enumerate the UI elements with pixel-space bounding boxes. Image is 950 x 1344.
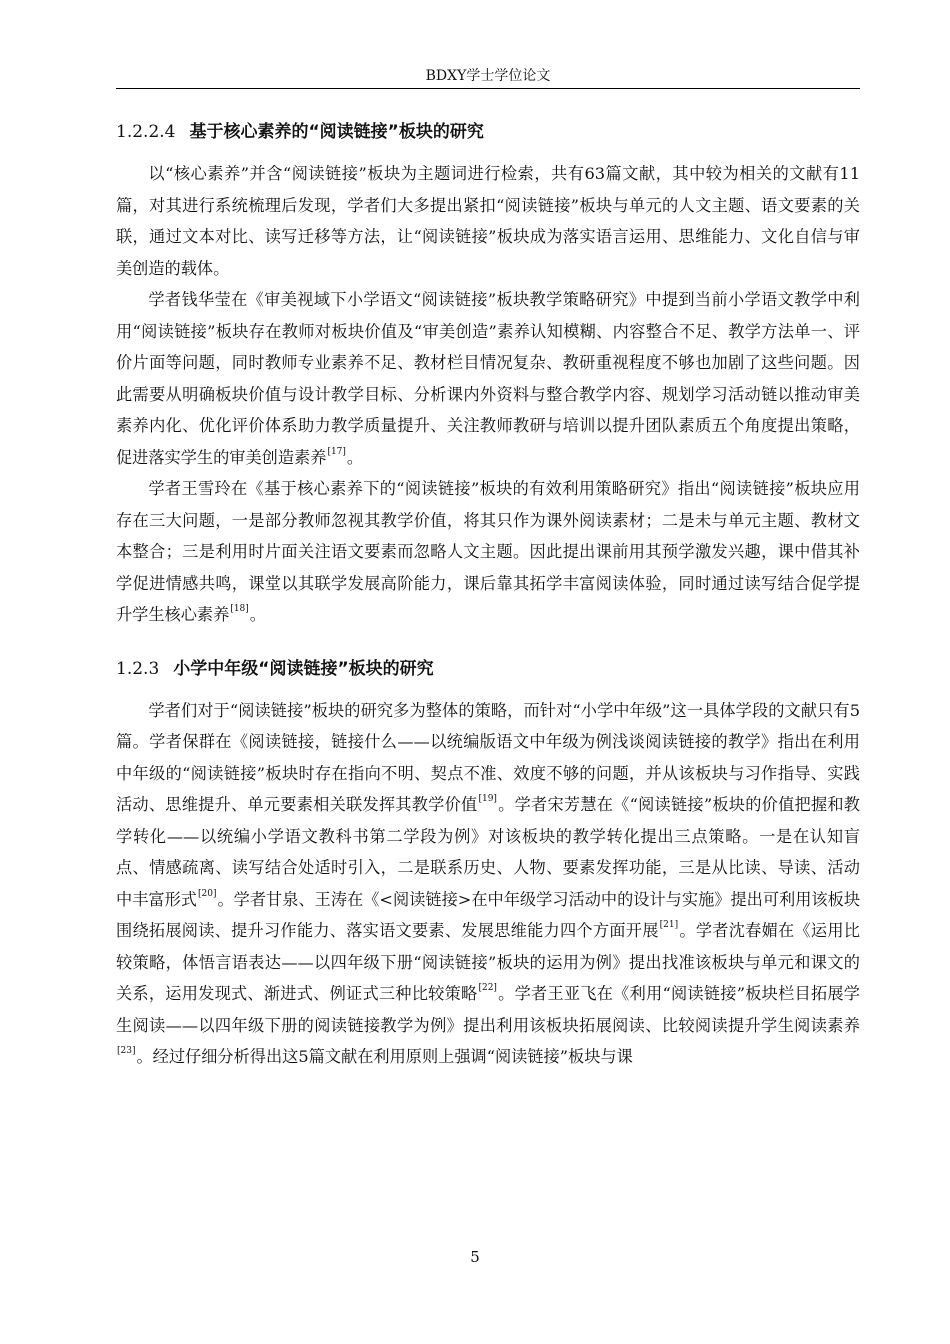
paragraph-text: 。学者宋芳慧在《“阅读链接”板块的价值把握和教学转化——以统编小学语文教科书第二学段为例》对该板块的教学转化提出三点策略。一是在认知盲点、情感疏离、读写结合处适时引入，二是联系历史、人物、要素发挥功能，三是从比读、导读、活动中丰富形式 [116, 795, 860, 909]
paragraph-text: 。学者甘泉、王涛在《<阅读链接>在中年级学习活动中的设计与实施》提出可利用该板块围绕拓展阅读、提升习作能力、落实语文要素、发展思维能力四个方面开展 [116, 889, 861, 940]
paragraph-text: 。学者沈春媚在《运用比较策略，体悟言语表达——以四年级下册“阅读链接”板块的运用为例》提出找准该板块与单元和课文的关系，运用发现式、渐进式、例证式三种比较策略 [116, 921, 861, 1003]
citation-ref: [19] [478, 794, 497, 804]
citation-ref: [23] [117, 1046, 136, 1056]
citation-ref: [21] [659, 920, 679, 930]
citation-ref: [17] [327, 446, 346, 457]
sentence-end: 。 [249, 605, 266, 624]
paragraph-text: 。经过仔细分析得出这5篇文献在利用原则上强调“阅读链接”板块与课 [136, 1047, 633, 1066]
paragraph-text: 学者王雪玲在《基于核心素养下的“阅读链接”板块的有效利用策略研究》指出“阅读链接”板块应用存在三大问题，一是部分教师忽视其教学价值，将其只作为课外阅读素材；二是未与单元主题、教材文本整合；三是利用时片面关注语文要素而忽略人文主题。因此提出课前用其预学激发兴趣，课中借其补学促进情感共鸣，课堂以其联学发展高阶能力，课后靠其拓学丰富阅读体验，同时通过读写结合促学提升学生核心素养 [116, 479, 860, 624]
paragraph-text: 学者钱华莹在《审美视域下小学语文“阅读链接”板块教学策略研究》中提到当前小学语文教学中利用“阅读链接”板块存在教师对板块价值及“审美创造”素养认知模糊、内容整合不足、教学方法单一、评价片面等问题，同时教师专业素养不足、教材栏目情况复杂、教研重视程度不够也加剧了这些问题。因此需要从明确板块价值与设计教学目标、分析课内外资料与整合教学内容、规划学习活动链以推动审美素养内化、优化评价体系助力教学质量提升、关注教师教研与培训以提升团队素质五个角度提出策略，促进落实学生的审美创造素养 [116, 290, 860, 467]
sentence-end: 。 [346, 447, 364, 467]
section-heading-1-2-2-4 [116, 118, 860, 146]
section-heading-1-2-3 [116, 655, 860, 683]
citation-ref: [18] [230, 604, 249, 614]
heading-text: 基于核心素养的“阅读链接”板块的研究 [189, 122, 484, 142]
heading-number: 1.2.2.4 [116, 122, 176, 142]
page-number: 5 [470, 1248, 480, 1266]
paragraph [116, 473, 860, 631]
heading-text: 小学中年级“阅读链接”板块的研究 [173, 658, 434, 679]
body-text [116, 118, 860, 1073]
paragraph-text: 。学者王亚飞在《利用“阅读链接”板块栏目拓展学生阅读——以四年级下册的阅读链接教学为例》提出利用该板块拓展阅读、比较阅读提升学生阅读素养 [116, 984, 860, 1035]
paragraph [116, 695, 860, 1073]
paragraph [116, 284, 860, 473]
running-header: BDXY学士学位论文 [116, 64, 860, 89]
citation-ref: [22] [478, 983, 497, 993]
heading-number: 1.2.3 [116, 658, 160, 679]
paragraph: 以“核心素养”并含“阅读链接”板块为主题词进行检索，共有63篇文献，其中较为相关的文献有11篇，对其进行系统梳理后发现，学者们大多提出紧扣“阅读链接”板块与单元的人文主题、语文要素的关联，通过文本对比、读写迁移等方法，让“阅读链接”板块成为落实语言运用、思维能力、文化自信与审美创造的载体。 [116, 164, 860, 278]
paragraph-text: 学者们对于“阅读链接”板块的研究多为整体的策略，而针对“小学中年级”这一具体学段的文献只有5篇。学者保群在《阅读链接，链接什么——以统编版语文中年级为例浅谈阅读链接的教学》指出在利用中年级的“阅读链接”板块时存在指向不明、契点不准、效度不够的问题，并从该板块与习作指导、实践活动、思维提升、单元要素相关联发挥其教学价值 [116, 700, 860, 814]
citation-ref: [20] [197, 888, 217, 899]
